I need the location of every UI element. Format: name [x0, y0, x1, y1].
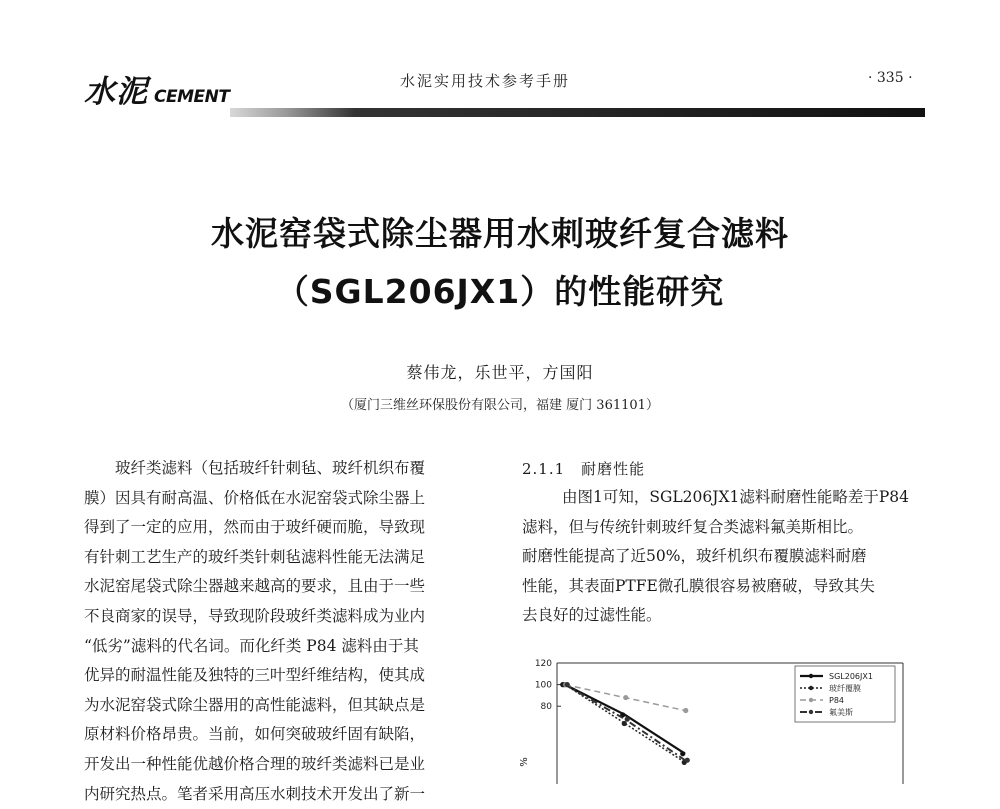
y-tick-label: 100 [534, 680, 552, 691]
paragraph-line: 性能，其表面PTFE微孔膜很容易被磨破，导致其失 [522, 576, 875, 595]
paragraph-line: 滤料，但与传统针刺玻纤复合类滤料氟美斯相比。 [522, 517, 864, 536]
paragraph-line: 玻纤类滤料（包括玻纤针刺毡、玻纤机织布覆 [115, 459, 426, 477]
running-title: 水泥实用技术参考手册 [400, 72, 571, 90]
paragraph-line: 为水泥窑袋式除尘器用的高性能滤料，但其缺点是 [84, 695, 426, 714]
data-point [623, 695, 628, 700]
y-tick-label: 120 [534, 659, 552, 669]
paragraph-line: 水泥窑尾袋式除尘器越来越高的要求，且由于一些 [84, 577, 426, 596]
paragraph-line: 不良商家的误导，导致现阶段玻纤类滤料成为业内 [84, 606, 426, 625]
paragraph-line: 有针刺工艺生产的玻纤类针刺毡滤料性能无法满足 [84, 547, 426, 566]
paragraph-line: 优异的耐温性能及独特的三叶型纤维结构，使其成 [84, 666, 426, 685]
paragraph-line: 膜）因具有耐高温、价格低在水泥窑袋式除尘器上 [84, 488, 426, 507]
data-point [685, 758, 690, 763]
paragraph-line: 得到了一定的应用，然而由于玻纤硬而脆，导致现 [84, 518, 426, 537]
legend-label: P84 [829, 696, 845, 705]
data-point [622, 721, 627, 726]
right-column-text [522, 483, 922, 631]
left-column-text [84, 454, 479, 809]
paragraph-line: 去良好的过滤性能。 [522, 606, 662, 625]
legend-marker [809, 674, 813, 678]
data-point [625, 717, 630, 722]
paragraph-line: 内研究热点。笔者采用高压水刺技术开发出了新一 [84, 784, 426, 803]
y-axis-label: % [519, 757, 530, 767]
paragraph-line: 开发出一种性能优越价格合理的玻纤类滤料已是业 [84, 754, 426, 773]
header-rule [230, 108, 925, 117]
article-title-line-1: 水泥窑袋式除尘器用水刺玻纤复合滤料 [211, 214, 789, 253]
page-number: · 335 · [868, 70, 913, 86]
legend-marker [809, 686, 813, 690]
article-title-line-2: （SGL206JX1）的性能研究 [275, 272, 725, 311]
legend-label: SGL206JX1 [829, 672, 873, 681]
paragraph-line: 原材料价格昂贵。当前，如何突破玻纤固有缺陷， [84, 725, 426, 744]
logo-english-text: CEMENT [154, 87, 230, 107]
paragraph-line: “低劣”滤料的代名词。而化纤类 P84 滤料由于其 [84, 636, 419, 655]
affiliation: （厦门三维丝环保股份有限公司，福建 厦门 361101） [341, 398, 659, 413]
legend-marker [809, 698, 813, 702]
journal-logo [84, 66, 229, 111]
logo-chinese-text: 水泥 [84, 74, 148, 110]
data-point [680, 751, 685, 756]
authors: 蔡伟龙，乐世平，方国阳 [406, 363, 594, 382]
y-tick-label: 80 [540, 702, 552, 713]
legend-label: 氟美斯 [829, 708, 853, 717]
data-point [683, 708, 688, 713]
paragraph-line: 耐磨性能提高了近50%，玻纤机织布覆膜滤料耐磨 [522, 547, 867, 566]
legend-marker [809, 710, 813, 714]
paragraph-line: 由图1可知，SGL206JX1滤料耐磨性能略差于P84 [562, 488, 910, 506]
section-heading: 2.1.1 耐磨性能 [522, 460, 646, 478]
abrasion-chart [515, 650, 915, 784]
data-point [565, 682, 570, 687]
legend-label: 玻纤覆膜 [829, 684, 861, 693]
